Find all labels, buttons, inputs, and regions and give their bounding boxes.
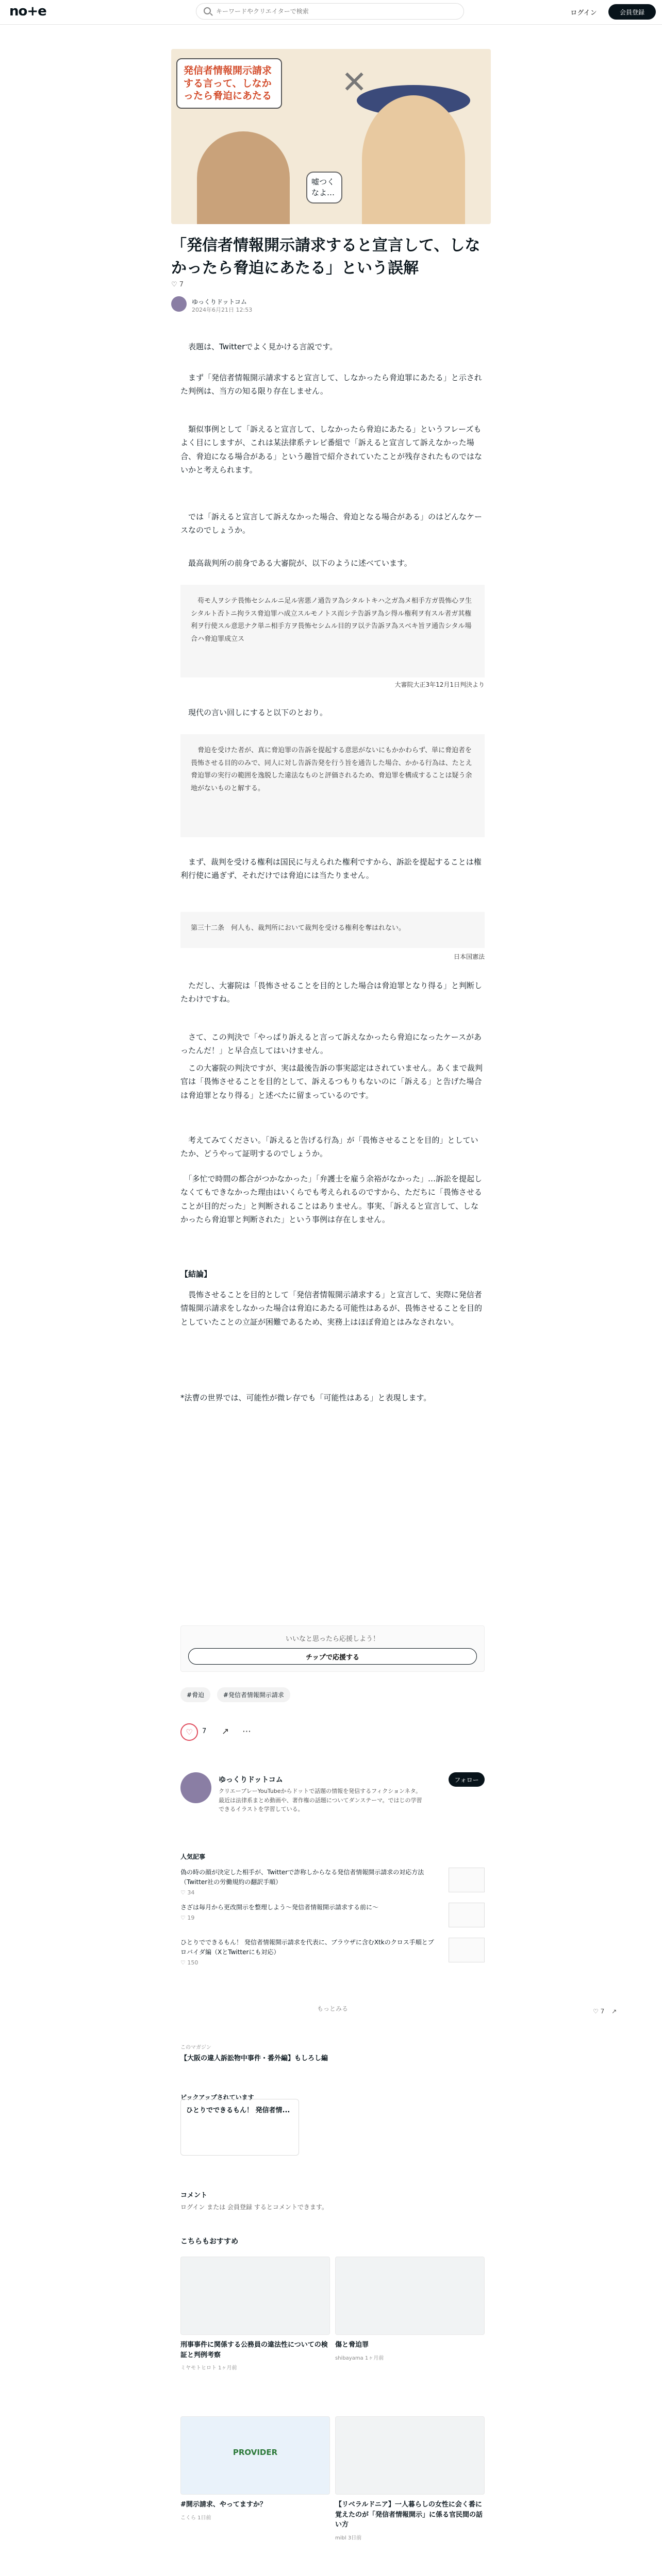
card-meta: ミヤモトヒロト 1ヶ月前 [180,2365,237,2371]
comment-section [180,2190,485,2211]
follow-button[interactable]: フォロー [449,1772,485,1787]
post-date: 2024年6月21日 12:53 [192,307,253,313]
item-title[interactable]: ひとりでできるもん！ 発信者情報開示請求を代表に、ブラウザに含むXtkのクロス手順とプロバイダ編（XとTwitterにも対応） [180,1939,434,1956]
avatar[interactable] [180,1772,211,1803]
paragraph: 現代の言い回しにすると以下のとおり。 [180,708,328,717]
author-row[interactable] [171,296,491,317]
speech-bubble-2: 嘘つくなよ… [306,172,342,204]
card-title[interactable]: 刑事事件に関係する公務員の違法性についての検証と判例考察 [180,2341,328,2359]
card-title[interactable]: #開示請求、やってますか？ [180,2501,267,2509]
search-box[interactable] [196,3,464,20]
action-bar [180,1723,485,1744]
creator-profile [180,1772,485,1824]
like-count-value: 7 [179,281,184,289]
note-logo[interactable]: no+e [9,4,46,19]
item-likes-value: 19 [187,1914,195,1922]
card-title[interactable]: 傷と脅迫罪 [335,2341,369,2349]
signup-button[interactable]: 会員登録 [608,4,656,20]
hero-image [171,49,491,224]
comment-prompt[interactable]: ログイン または 会員登録 するとコメントできます。 [180,2204,328,2211]
paragraph: *法曹の世界では、可能性が微レ存でも「可能性はある」と表現します。 [180,1393,432,1402]
support-text: いいなと思ったら応援しよう！ [285,1635,379,1643]
like-count: 7 [202,1727,207,1735]
card-meta: shibayama 1ヶ月前 [335,2355,384,2361]
card-image[interactable] [180,2257,330,2335]
floating-like[interactable] [593,2008,617,2015]
list-item[interactable] [180,1938,485,1973]
magazine-title[interactable]: 【大阪の違人訴訟物中事件・番外編】もしろし編 [180,2055,328,2062]
paragraph: 表題は、Twitterでよく見かける言説です。 [180,342,338,351]
paragraph: 類似事例として「訴えると宣言して、しなかったら脅迫にあたる」というフレーズもよく目にしますが、これは某法律系テレビ番組で「訴えると宣言して訴えなかった場合、脅迫になる場合がある」という趣旨で紹介されていたことが残存されたものではないかと考えられます。 [180,425,483,474]
paragraph: 【結論】 [180,1269,212,1279]
card-title[interactable]: 【リベラルドニア】一人暮らしの女性に会く番に覚えたのが「発信者情報開示」に係る官民間の話い方 [335,2501,483,2529]
article-card[interactable] [180,2416,330,2521]
paragraph: 考えてみてください。「訴えると告げる行為」が「畏怖させることを目的」としていたか、どうやって証明するのでしょうか。 [180,1136,478,1159]
top-bar [0,0,662,25]
item-likes: ♡ 150 [180,1959,198,1967]
quote-block: 脅迫を受けた者が、真に脅迫罪の告訴を提起する意思がないにもかかわらず、単に脅迫者を畏怖させる目的のみで、同人に対し告訴告発を行う旨を通告した場合、かかる行為は、たとえ脅迫罪の実行の範囲を逸脱した違法なものと評価されるため、脅迫罪を構成することは疑う余地がないものと解する。 [180,734,485,837]
like-count[interactable]: ♡ 7 [171,281,184,289]
quote-block: 第三十二条 何人も、裁判所において裁判を受ける権利を奪はれない。 [180,912,485,948]
popular-heading: 人気記事 [180,1853,206,1860]
tag[interactable]: #発信者情報開示請求 [217,1687,290,1702]
paragraph: では「訴えると宣言して訴えなかった場合、脅迫となる場合がある」のはどんなケースなのでしょうか。 [180,512,483,535]
tip-button[interactable]: チップで応援する [188,1648,477,1665]
creator-name[interactable]: ゆっくりドットコム [219,1776,283,1784]
card-meta: こくら 1日前 [180,2515,211,2521]
pickup-section [180,2093,485,2155]
heart-icon[interactable]: ♡ [593,2008,599,2015]
search-input[interactable] [216,6,453,17]
pickup-heading: ピックアップされています [180,2094,254,2101]
author-name[interactable]: ゆっくりドットコム [192,298,247,306]
paragraph: まず「発信者情報開示請求すると宣言して、しなかったら脅迫罪にあたる」と示された判例は、当方の知る限り存在しません。 [180,373,482,396]
item-likes: ♡ 19 [180,1914,195,1922]
paragraph: この大審院の判決ですが、実は最後告訴の事実認定はされていません。あくまで裁判官は「畏怖させることを目的として、訴えるつもりもないのに「訴える」と告げた場合は脅迫罪となり得る」と述べたに留まっているのです。 [180,1063,483,1100]
comment-heading: コメント [180,2192,208,2199]
article-title: 「発信者情報開示請求すると宣言して、しなかったら脅迫にあたる」という誤解 [171,236,481,277]
recommend-heading: こちらもおすすめ [180,2238,239,2246]
paragraph: 「多忙で時間の都合がつかなかった」「弁護士を雇う余裕がなかった」…訴訟を提起しなくてもできなかった理由はいくらでも考えられるのですから、ただちに「畏怖させることが目的だった」と判断されることはありません。事実、「訴えると宣言して、しなかったら脅迫罪と判断された」という事例は存在しません。 [180,1174,483,1224]
magazine-box[interactable] [180,2043,485,2074]
login-button[interactable]: ログイン [563,4,604,20]
more-link[interactable]: もっとみる [317,2005,348,2012]
pickup-card[interactable]: ひとりでできるもん！ 発信者情... [180,2099,299,2156]
item-likes: ♡ 34 [180,1889,195,1896]
paragraph: 畏怖させることを目的として「発信者情報開示請求する」と宣言して、実際に発信者情報開示請求をしなかった場合は脅迫にあたる可能性はあるが、畏怖させることを目的としていたことの立証が困難であるため、実務上はほぼ脅迫とはみなされない。 [180,1290,483,1327]
cross-mark-icon: ✕ [341,64,368,100]
article-card[interactable] [335,2416,485,2541]
paragraph: まず、裁判を受ける権利は国民に与えられた権利ですから、訴訟を提起することは権利行使に過ぎず、それだけでは脅迫には当たりません。 [180,857,482,880]
item-likes-value: 150 [187,1959,198,1967]
more-icon[interactable]: ⋯ [242,1726,251,1737]
paragraph: ただし、大審院は「畏怖させることを目的とした場合は脅迫罪となり得る」と判断したわけですね。 [180,981,483,1004]
item-likes-value: 34 [187,1889,195,1896]
item-title[interactable]: 偽の時の顔が決定した相手が、Twitterで詐称しからなる発信者情報開示請求の対応方法（Twitter社の労働規約の翻訳手順） [180,1869,424,1886]
search-icon [204,7,211,14]
support-box [180,1625,485,1672]
card-image[interactable]: PROVIDER [180,2416,330,2495]
character-left [197,131,290,224]
card-meta: mibl 3日前 [335,2535,362,2541]
share-icon[interactable]: ↗ [222,1726,229,1737]
paragraph: さて、この判決で「やっぱり訴えると言って訴えなかったら脅迫になったケースがあったんだ！」と早合点してはいけません。 [180,1032,482,1056]
thumbnail[interactable] [449,1938,485,1962]
article-card[interactable] [180,2257,330,2371]
list-item[interactable] [180,1868,485,1903]
tag-list [180,1687,294,1702]
avatar[interactable] [171,296,187,312]
list-item[interactable] [180,1903,485,1938]
quote-block: 苟モ人ヲシテ畏怖セシムルニ足ル害悪ノ通告ヲ為シタルトキハ之ガ為メ相手方ガ畏怖心ヲ生シタルト否トニ拘ラス脅迫罪ハ成立スルモノトス而シテ告訴ヲ為シ得ル権利ヲ有スル者ガ其権利ヲ行使スル意思ナク単ニ相手方ヲ畏怖セシムル目的ヲ以テ告訴ヲ為スベキ旨ヲ通告シタル場合ハ脅迫罪成立ス [180,585,485,677]
card-image[interactable] [335,2416,485,2495]
magazine-label: このマガジン [180,2045,211,2050]
side-like-count: 7 [600,2008,605,2015]
creator-description: クリエープレーYouTubeからドットで話題の情報を発信するフィクションネタ。最近は法律系まとめ動画や、著作権の話題についてダンステーマ。ではじの学習できるイラストを学習している。 [219,1788,422,1813]
card-image[interactable] [335,2257,485,2335]
thumbnail[interactable] [449,1868,485,1892]
quote-caption: 大審院大正3年12月1日判決より [394,681,485,688]
item-title[interactable]: さざは毎月から更改開示を整理しよう～発信者情報開示請求する前に～ [180,1904,379,1911]
paragraph: 最高裁判所の前身である大審院が、以下のように述べています。 [180,558,412,568]
speech-bubble: 発信者情報開示請求する言って、しなかったら脅迫にあたる [176,58,282,109]
share-icon[interactable]: ↗ [611,2008,617,2015]
thumbnail[interactable] [449,1903,485,1927]
popular-list [180,1868,485,1973]
heart-icon[interactable]: ♡ [180,1723,198,1741]
character-right [362,95,465,224]
quote-caption: 日本国憲法 [453,953,485,960]
tag[interactable]: #脅迫 [180,1687,210,1702]
article-card[interactable] [335,2257,485,2361]
